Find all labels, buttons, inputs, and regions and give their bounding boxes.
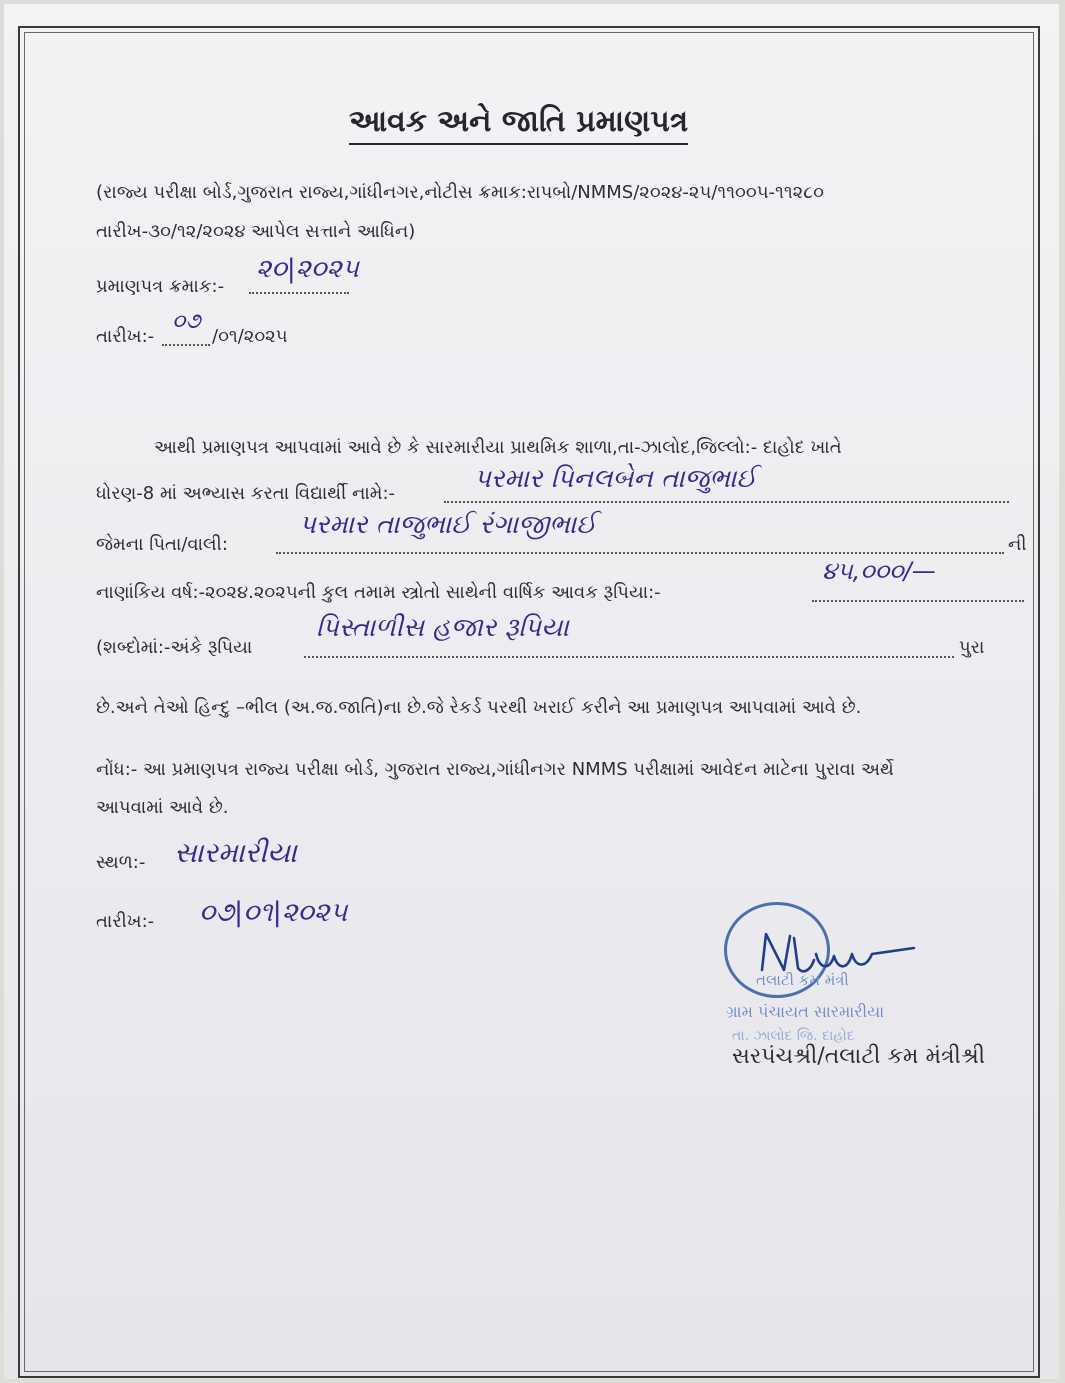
date-top-label: તારીખ:- — [96, 326, 155, 347]
authority-line-1: (રાજ્ય પરીક્ષા બોર્ડ,ગુજરાત રાજ્ય,ગાંધીનગર,નોટીસ ક્રમાક:રાપબો/NMMS/૨૦૨૪-૨૫/૧૧૦૦૫-૧૧૨૮૦ — [96, 182, 824, 203]
income-amount: ૪૫,૦૦૦/— — [822, 557, 936, 585]
note-line-1: નોંધ:- આ પ્રમાણપત્ર રાજ્ય પરીક્ષા બોર્ડ, ગુજરાત રાજ્ય,ગાંધીનગર NMMS પરીક્ષામાં આવેદન માટેના પુરાવા અર્થે — [96, 759, 894, 780]
certificate-title: આવક અને જાતિ પ્રમાણપત્ર — [349, 104, 688, 145]
body-line-5: છે.અને તેઓ હિન્દુ –ભીલ (અ.જ.જાતિ)ના છે.જે રેકર્ડ પરથી ખરાઈ કરીને આ પ્રમાણપત્ર આપવામાં આવે છે. — [96, 697, 862, 718]
words-label: (શબ્દોમાં:-અંકે રૂપિયા — [96, 637, 253, 658]
place-label: સ્થળ:- — [96, 852, 146, 873]
words-suffix: પુરા — [959, 637, 985, 658]
stamp-line-3: તા. ઝાલોદ જિ. દાહોદ — [732, 1028, 855, 1044]
father-label: જેમના પિતા/વાલી: — [96, 534, 228, 555]
stamp-line-1: તલાટી કમ મંત્રી — [756, 971, 849, 989]
certificate-sheet — [4, 4, 1059, 1379]
cert-no-label: પ્રમાણપત્ર ક્રમાક:- — [96, 276, 225, 297]
signatory-title: સરપંચશ્રી/તલાટી કમ મંત્રીશ્રી — [732, 1044, 986, 1069]
student-label: ધોરણ-8 માં અભ્યાસ કરતા વિદ્યાર્થી નામે:- — [96, 483, 396, 504]
date-bottom-label: તારીખ:- — [96, 911, 155, 932]
words-amount: પિસ્તાળીસ હજાર રૂપિયા — [316, 613, 569, 643]
father-name: પરમાર તાજુભાઈ રંગાજીભાઈ — [299, 510, 597, 540]
authority-line-2: તારીખ-૩૦/૧૨/૨૦૨૪ આપેલ સત્તાને આધિન) — [96, 221, 416, 242]
signature — [744, 924, 924, 984]
note-line-2: આપવામાં આવે છે. — [96, 797, 229, 818]
date-top-rest: /૦૧/૨૦૨૫ — [212, 326, 288, 347]
stamp-line-2: ગ્રામ પંચાયત સારમારીયા — [726, 1002, 885, 1021]
student-name: પરમાર પિનલબેન તાજુભાઈ — [474, 464, 757, 494]
date-top-day: ૦૭ — [172, 309, 201, 334]
cert-no-value: ૨૦|૨૦૨૫ — [256, 254, 359, 284]
date-bottom-value: ૦૭|૦૧|૨૦૨૫ — [199, 897, 348, 928]
place-value: સારમારીયા — [174, 836, 297, 869]
income-label: નાણાંકિય વર્ષ:-૨૦૨૪.૨૦૨૫ની કુલ તમામ સ્ત્રોતો સાથેની વાર્ષિક આવક રૂપિયા:- — [96, 582, 661, 603]
body-line-1: આથી પ્રમાણપત્ર આપવામાં આવે છે કે સારમારીયા પ્રાથમિક શાળા,તા-ઝાલોદ,જિલ્લો:- દાહોદ ખાતે — [154, 437, 842, 458]
father-suffix: ની — [1008, 534, 1027, 555]
